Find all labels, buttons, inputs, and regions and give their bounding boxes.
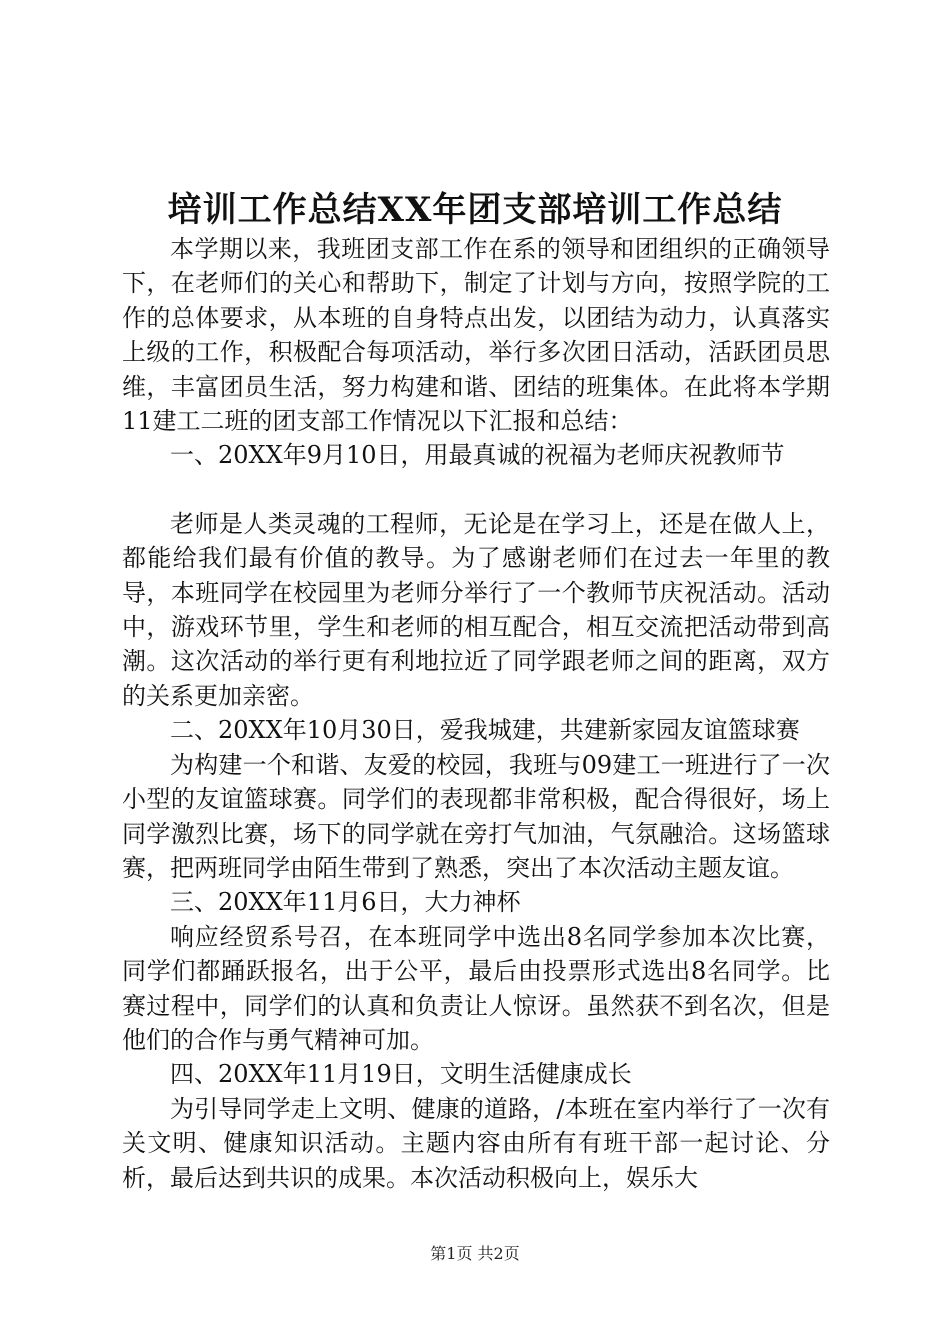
- section-2-body: 为构建一个和谐、友爱的校园，我班与09建工一班进行了一次小型的友谊篮球赛。同学们的表现都非常积极，配合得很好，场上同学激烈比赛，场下的同学就在旁打气加油，气氛融洽。这场篮球赛，把两班同学由陌生带到了熟悉，突出了本次活动主题友谊。: [122, 750, 830, 882]
- page-number-footer: 第1页 共2页: [430, 1244, 520, 1263]
- document-title: 培训工作总结XX年团支部培训工作总结: [167, 190, 783, 230]
- section-3-heading: 三、20XX年11月6日，大力神杯: [170, 888, 521, 917]
- section-3-body: 响应经贸系号召，在本班同学中选出8名同学参加本次比赛，同学们都踊跃报名，出于公平，最后由投票形式选出8名同学。比赛过程中，同学们的认真和负责让人惊讶。虽然获不到名次，但是他们的合作与勇气精神可加。: [122, 922, 830, 1054]
- section-2-heading: 二、20XX年10月30日，爱我城建，共建新家园友谊篮球赛: [170, 716, 800, 745]
- document-body: [122, 232, 830, 1195]
- section-1-heading: 一、20XX年9月10日，用最真诚的祝福为老师庆祝教师节: [170, 441, 785, 470]
- section-4-body: 为引导同学走上文明、健康的道路，/本班在室内举行了一次有关文明、健康知识活动。主题内容由所有有班干部一起讨论、分析，最后达到共识的成果。本次活动积极向上，娱乐大: [122, 1094, 830, 1192]
- section-spacer: [122, 473, 830, 507]
- section-4-heading: 四、20XX年11月19日，文明生活健康成长: [170, 1060, 632, 1089]
- intro-paragraph: 本学期以来，我班团支部工作在系的领导和团组织的正确领导下，在老师们的关心和帮助下，制定了计划与方向，按照学院的工作的总体要求，从本班的自身特点出发，以团结为动力，认真落实上级的工作，积极配合每项活动，举行多次团日活动，活跃团员思维，丰富团员生活，努力构建和谐、团结的班集体。在此将本学期11建工二班的团支部工作情况以下汇报和总结：: [122, 235, 830, 436]
- section-1-body: 老师是人类灵魂的工程师，无论是在学习上，还是在做人上，都能给我们最有价值的教导。为了感谢老师们在过去一年里的教导，本班同学在校园里为老师分举行了一个教师节庆祝活动。活动中，游戏环节里，学生和老师的相互配合，相互交流把活动带到高潮。这次活动的举行更有利地拉近了同学跟老师之间的距离，双方的关系更加亲密。: [122, 509, 830, 710]
